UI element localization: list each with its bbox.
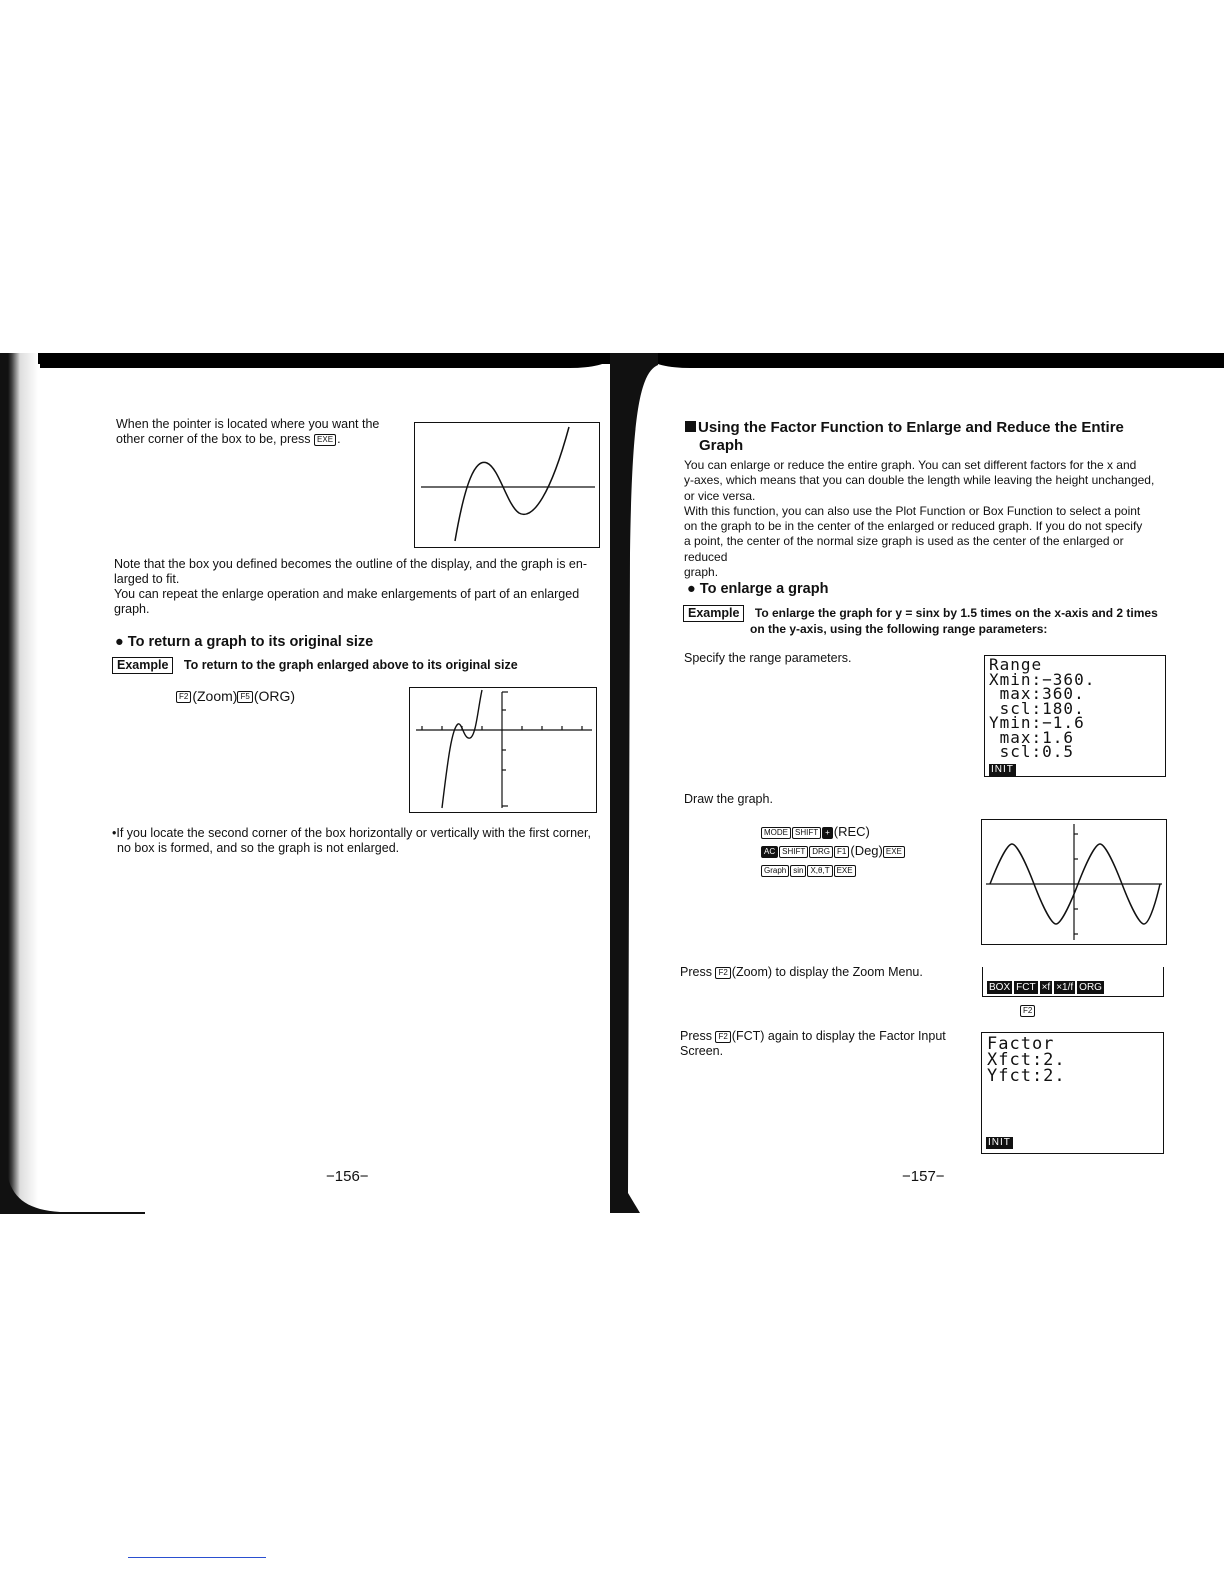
step-text: Screen.	[680, 1044, 724, 1058]
draw-key-sequence	[761, 822, 906, 879]
right-heading	[685, 419, 1165, 455]
shift-key: SHIFT	[779, 846, 808, 858]
factor-line: Factor	[987, 1034, 1055, 1054]
zoom-f2-key-caption	[1020, 1002, 1036, 1020]
key-caption: (REC)	[833, 824, 870, 839]
para-line: Note that the box you defined becomes the outline of the display, and the graph is en-	[114, 557, 587, 571]
init-softkey: INIT	[991, 763, 1014, 775]
range-line: max:1.6	[989, 727, 1075, 747]
intro-line: or vice versa.	[684, 488, 756, 503]
zoom-menu-x1f: ×1/f	[1056, 982, 1074, 993]
intro-line: graph.	[684, 565, 719, 580]
note-line: no box is formed, and so the graph is not enlarged.	[117, 841, 400, 855]
right-page-top-edge	[650, 358, 1224, 368]
step-specify-range: Specify the range parameters.	[684, 651, 852, 665]
ac-key: AC	[761, 846, 778, 858]
range-line: Ymin:−1.6	[989, 713, 1085, 732]
left-page-top-edge	[40, 358, 610, 368]
f2-key: F2	[1020, 1005, 1035, 1017]
shift-key: SHIFT	[792, 827, 821, 839]
sin-key: sin	[790, 865, 806, 877]
left-para-pointer: When the pointer is located where you want the other corner of the box to be, press EXE .	[116, 417, 380, 446]
step-draw-graph: Draw the graph.	[684, 792, 773, 806]
intro-line: With this function, you can also use the Plot Function or Box Function to select a point	[684, 503, 1141, 518]
f2-key: F2	[715, 967, 730, 979]
zoom-menu-xf: ×f	[1041, 982, 1051, 993]
right-example	[683, 604, 1173, 637]
note-line: •If you locate the second corner of the box horizontally or vertically with the first corner,	[112, 826, 591, 840]
left-binding-edge	[0, 353, 38, 1213]
left-note	[112, 826, 612, 856]
heading-line: Using the Factor Function to Enlarge and Reduce the Entire	[698, 419, 1124, 436]
intro-line: on the graph to be in the center of the enlarged or reduced graph. If you do not specify	[684, 519, 1143, 534]
keyseq-line	[761, 860, 906, 879]
key-caption: (Zoom)	[192, 688, 238, 704]
subheading-text: To enlarge a graph	[699, 581, 829, 597]
f1-key: F1	[834, 846, 849, 858]
bottom-link-line	[128, 1557, 266, 1558]
graph-screen-cubic	[414, 422, 600, 548]
page-number-157: −157−	[902, 1168, 945, 1185]
f2-key: F2	[715, 1031, 730, 1043]
mode-key: MODE	[761, 827, 791, 839]
step-text: (Zoom) to display the Zoom Menu.	[731, 965, 923, 979]
para-line: You can repeat the enlarge operation and make enlargements of part of an enlarged graph.	[114, 587, 580, 616]
step-text: Press	[680, 965, 712, 979]
range-screen	[984, 655, 1166, 777]
left-para-box-outline	[114, 557, 604, 617]
zoom-menu-fct: FCT	[1016, 982, 1036, 993]
range-line: max:360.	[989, 684, 1085, 703]
step-text: (FCT) again to display the Factor Input	[731, 1029, 946, 1043]
page-number-156: −156−	[326, 1168, 369, 1185]
plus-key: +	[822, 827, 833, 839]
factor-screen	[981, 1032, 1164, 1154]
exe-key: EXE	[883, 846, 905, 858]
right-subheading: ● To enlarge a graph	[687, 581, 829, 597]
gutter-shadow	[610, 353, 658, 1213]
example-label: Example	[683, 605, 744, 622]
intro-line: a point, the center of the normal size graph is used as the center of the enlarged or reduced	[684, 534, 1124, 564]
heading-line: Graph	[699, 437, 744, 454]
intro-line: You can enlarge or reduce the entire graph. You can set different factors for the x and	[684, 458, 1137, 472]
left-page-curl	[0, 1178, 145, 1214]
f5-key: F5	[237, 691, 252, 703]
para-line: larged to fit.	[114, 572, 180, 586]
exe-key: EXE	[834, 865, 856, 877]
range-line: Xmin:−360.	[989, 669, 1096, 689]
keyseq-line	[761, 841, 906, 860]
example-text: To return to the graph enlarged above to its original size	[183, 658, 518, 672]
graph-screen-sine	[981, 819, 1167, 945]
zoom-menu-screen	[982, 967, 1164, 997]
graph-screen-original	[409, 687, 597, 813]
range-line: scl:0.5	[989, 742, 1075, 761]
graph-key: Graph	[761, 865, 789, 877]
key-caption: (ORG)	[253, 688, 296, 704]
step-zoom-menu	[680, 965, 923, 980]
step-text: Press	[680, 1029, 712, 1043]
example-label: Example	[112, 657, 173, 674]
right-intro	[684, 458, 1168, 580]
example-text: on the y-axis, using the following range parameters:	[750, 622, 1048, 636]
heading-bullet-icon	[685, 421, 696, 432]
drg-key: DRG	[809, 846, 833, 858]
left-key-sequence	[176, 688, 295, 704]
keyseq-line	[761, 822, 906, 841]
intro-line: y-axes, which means that you can double the length while leaving the height unchanged,	[684, 473, 1155, 488]
example-text: To enlarge the graph for y = sinx by 1.5 times on the x-axis and 2 times	[754, 606, 1158, 620]
para-text: When the pointer is located where you want the other corner of the box to be, press	[116, 417, 380, 446]
x-theta-t-key: X,θ,T	[807, 865, 832, 877]
factor-line: Yfct:2.	[987, 1066, 1066, 1086]
left-subheading: ● To return a graph to its original size	[115, 634, 374, 650]
factor-line: Xfct:2.	[987, 1050, 1066, 1070]
init-softkey: INIT	[988, 1137, 1011, 1148]
range-line: scl:180.	[989, 698, 1085, 718]
f2-key: F2	[176, 691, 191, 703]
range-line: Range	[989, 655, 1043, 674]
left-example	[112, 656, 518, 674]
step-factor-screen	[680, 1029, 950, 1059]
subheading-text: To return a graph to its original size	[127, 634, 374, 650]
zoom-menu-box: BOX	[989, 982, 1011, 993]
key-caption: (Deg)	[850, 843, 883, 858]
zoom-menu-org: ORG	[1079, 982, 1102, 993]
exe-key: EXE	[314, 434, 336, 446]
